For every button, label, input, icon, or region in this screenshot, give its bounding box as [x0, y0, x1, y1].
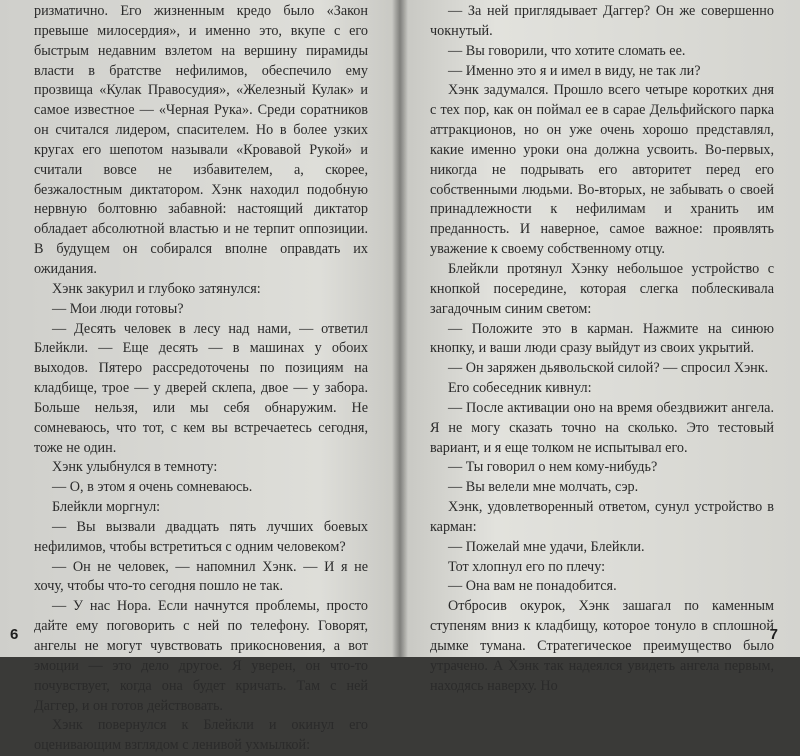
- paragraph: Тот хлопнул его по плечу:: [448, 558, 606, 575]
- paragraph: Блейкли моргнул:: [52, 499, 161, 516]
- paragraph: — Пожелай мне удачи, Блейкли.: [448, 538, 645, 555]
- paragraph: — Ты говорил о нем кому-нибудь?: [448, 459, 658, 476]
- paragraph: ризматично. Его жизненным кредо было «Закон превыше милосердия», и именно это, вкупе с его быстрым недавним взлетом на вершину пирамиды власти в братстве нефилимов, обеспечило ему прозвища «Кулак Правосудия», «Железный Кулак» и самое известное — «Черная Рука». Среди соратников он считался лидером, спасителем. Но в более узких кругах его шепотом называли «Кровавой Рукой» и считали вовсе не избавителем, а, скорее, безжалостным диктатором. Хэнк находил подобную нервную болтовню забавной: настоящий диктатор обладает абсолютной властью и не терпит оппозиции. В будущем он собирался вполне оправдать их ожидания.: [34, 3, 368, 277]
- paragraph: — У нас Нора. Если начнутся проблемы, просто дайте ему поговорить с ней по телефону. Говорят, ангелы не могут чувствовать прикосновения, а вот эмоции — это дело другое. Я уверен, он что-то почувствует, когда она будет кричать. Там с ней Даггер, и он готов действовать.: [34, 598, 368, 714]
- paragraph: — Вы велели мне молчать, сэр.: [448, 479, 639, 496]
- paragraph: Хэнк закурил и глубоко затянулся:: [52, 280, 261, 297]
- right-page-number: 7: [769, 626, 778, 644]
- paragraph: — Вы вызвали двадцать пять лучших боевых нефилимов, чтобы встретиться с одним человеком?: [34, 518, 368, 555]
- paragraph: Его собеседник кивнул:: [448, 380, 592, 397]
- paragraph: Хэнк повернулся к Блейкли и окинул его оценивающим взглядом с ленивой ухмылкой:: [34, 717, 368, 754]
- paragraph: — О, в этом я очень сомневаюсь.: [52, 479, 253, 496]
- paragraph: Хэнк, удовлетворенный ответом, сунул устройство в карман:: [430, 499, 774, 535]
- paragraph: — Вы говорили, что хотите сломать ее.: [448, 42, 686, 59]
- paragraph: — Она вам не понадобится.: [448, 578, 617, 595]
- right-page-text: [430, 2, 774, 697]
- paragraph: Хэнк задумался. Прошло всего четыре коротких дня с тех пор, как он поймал ее в сарае Дельфийского парка аттракционов, но он уже очень хорошо представлял, какие именно уроки она должна усвоить. Во-первых, никогда не подрывать его авторитет перед его собственными людьми. Во-вторых, не забывать о своей принадлежности к нефилимам и хранить им преданность. И наверное, самое важное: проявлять уважение к своему собственному отцу.: [430, 82, 774, 258]
- paragraph: — За ней приглядывает Даггер? Он же совершенно чокнутый.: [430, 3, 774, 39]
- paragraph: Хэнк улыбнулся в темноту:: [52, 459, 218, 476]
- left-page-number: 6: [10, 626, 19, 644]
- paragraph: — Мои люди готовы?: [52, 300, 184, 317]
- paragraph: — Он заряжен дьявольской силой? — спросил Хэнк.: [448, 360, 769, 377]
- right-page: [400, 0, 800, 694]
- paragraph: — После активации оно на время обездвижит ангела. Я не могу сказать точно на сколько. Это тестовый вариант, и я еще толком не испытывал его.: [430, 399, 774, 456]
- paragraph: Отбросив окурок, Хэнк зашагал по каменным ступеням вниз к кладбищу, которое тонуло в сплошной дымке тумана. Стратегическое преимущество было утрачено. А Хэнк так надеялся увидеть ангела первым, находясь наверху. Но: [430, 598, 774, 694]
- paragraph: — Он не человек, — напомнил Хэнк. — И я не хочу, чтобы что-то сегодня пошло не так.: [34, 558, 368, 595]
- left-page: [0, 0, 400, 754]
- left-page-text: [34, 2, 368, 756]
- paragraph: — Именно это я и имел в виду, не так ли?: [448, 62, 701, 79]
- paragraph: — Десять человек в лесу над нами, — ответил Блейкли. — Еще десять — в машинах у обоих выходов. Пятеро рассредоточены по позициям на кладбище, трое — у дверей склепа, двое — у забора. Больше нельзя, или мы себя обнаружим. Не сомневаюсь, что тот, с кем вы встречаетесь сегодня, тоже не один.: [34, 320, 368, 456]
- paragraph: — Положите это в карман. Нажмите на синюю кнопку, и ваши люди сразу выйдут из своих укрытий.: [430, 320, 774, 357]
- paragraph: Блейкли протянул Хэнку небольшое устройство с кнопкой посередине, которая слегка поблескивала загадочным синим светом:: [430, 260, 774, 317]
